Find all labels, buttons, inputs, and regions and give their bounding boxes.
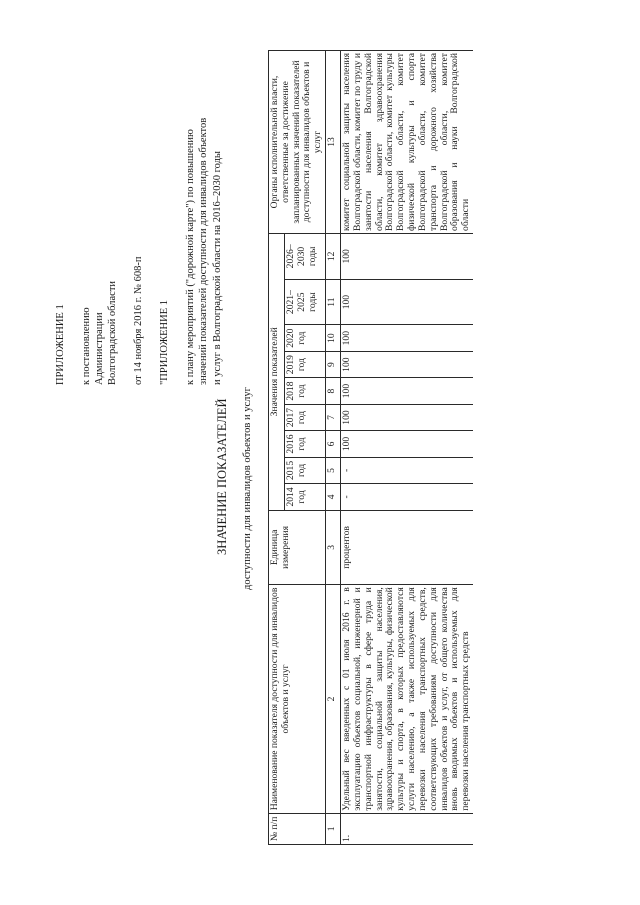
header-cell-responsible-bodies: Органы исполнительной власти, ответственные за достижение запланированных значений показателей доступности для инвалидов объектов и услуг — [269, 51, 326, 234]
year-cell: 2018 год — [285, 378, 326, 404]
year-cell: 2017 год — [285, 404, 326, 430]
indicator-name: Удельный вес введенных с 01 июля 2016 г. в эксплуатацию объектов социальной, инженерной и транспортной инфраструктуры в сфере труда и занятости, социальной защиты населения, здравоохранения, образования, культуры, физической культуры и спорта, в которых предоставляются услуги населению, а также используемых для перевозки населения транспортных средств, соответствующих требованиям доступности для инвалидов объектов и услуг, от общего количества вновь вводимых объектов и используемых для перевозки населения транспортных средств — [341, 585, 473, 814]
indicators-table — [268, 50, 473, 845]
column-number: 11 — [326, 279, 341, 325]
year-cell: 2015 год — [285, 457, 326, 483]
column-number: 1 — [326, 813, 341, 844]
issuer-line: Администрации — [94, 312, 106, 385]
indicator-value: 100 — [341, 233, 473, 279]
plan-reference-line-3: и услуг в Волгоградской области на 2016–2030 годы — [211, 151, 223, 385]
column-number: 4 — [326, 484, 341, 510]
year-cell: 2019 год — [285, 351, 326, 377]
document-title: ЗНАЧЕНИЕ ПОКАЗАТЕЛЕЙ — [215, 398, 229, 555]
header-cell-values: Значения показателей — [269, 233, 285, 510]
document-subtitle: доступности для инвалидов объектов и услуг — [242, 387, 253, 590]
column-number: 9 — [326, 351, 341, 377]
plan-reference-line-2: значений показателей доступности для инвалидов объектов — [198, 117, 210, 385]
inner-appendix-title: "ПРИЛОЖЕНИЕ 1 — [159, 299, 171, 385]
table-header-row — [269, 51, 285, 845]
header-cell-number: № п/п — [269, 813, 326, 844]
region-line: Волгоградской области — [107, 280, 119, 385]
table-row — [341, 51, 473, 845]
decree-reference: к постановлению — [81, 307, 93, 385]
header-cell-unit: Единица измерения — [269, 510, 326, 585]
year-range-cell: 2026–2030 годы — [285, 233, 326, 279]
plan-reference-line-1: к плану мероприятий ("дорожной карте") по повышению — [185, 129, 197, 385]
unit-value: процентов — [341, 510, 473, 585]
column-number: 12 — [326, 233, 341, 279]
year-cell: 2016 год — [285, 431, 326, 457]
column-number: 13 — [326, 51, 341, 234]
indicator-value: 100 — [341, 325, 473, 351]
year-cell: 2020 год — [285, 325, 326, 351]
column-number: 6 — [326, 431, 341, 457]
column-number: 10 — [326, 325, 341, 351]
column-number: 7 — [326, 404, 341, 430]
indicator-value: - — [341, 457, 473, 483]
responsible-bodies: комитет социальной защиты населения Волгоградской области, комитет по труду и занятости населения Волгоградской области, комитет здравоохранения Волгоградской области, комитет культуры Волгоградской области, комитет физической культуры и спорта Волгоградской области, комитет транспорта и дорожного хозяйства Волгоградской области, комитет образования и науки Волгоградской области — [341, 51, 473, 234]
indicator-value: 100 — [341, 378, 473, 404]
column-number: 3 — [326, 510, 341, 585]
column-number: 2 — [326, 585, 341, 814]
column-numbers-row — [326, 51, 341, 845]
indicator-value: 100 — [341, 351, 473, 377]
header-cell-indicator-name: Наименование показателя доступности для инвалидов объектов и услуг — [269, 585, 326, 814]
year-cell: 2014 год — [285, 484, 326, 510]
row-number: 1. — [341, 813, 473, 844]
indicator-value: 100 — [341, 404, 473, 430]
column-number: 8 — [326, 378, 341, 404]
indicator-value: 100 — [341, 279, 473, 325]
column-number: 5 — [326, 457, 341, 483]
appendix-title: ПРИЛОЖЕНИЕ 1 — [55, 304, 66, 385]
indicator-value: 100 — [341, 431, 473, 457]
decree-date-number: от 14 ноября 2016 г. № 608-п — [133, 256, 145, 385]
year-range-cell: 2021–2025 годы — [285, 279, 326, 325]
indicator-value: - — [341, 484, 473, 510]
appendix-header — [55, 118, 225, 385]
